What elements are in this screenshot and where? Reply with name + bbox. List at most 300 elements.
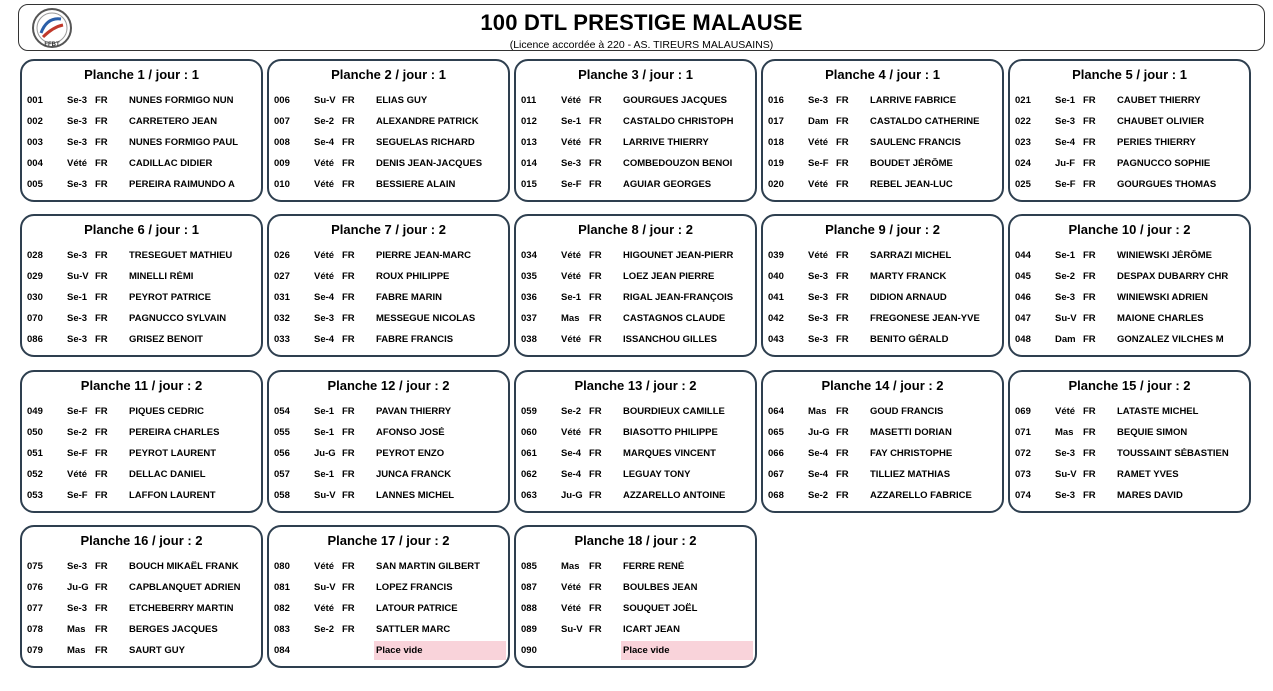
shooter-name: ALEXANDRE PATRICK — [376, 116, 479, 127]
shooter-nationality: FR — [95, 158, 108, 169]
shooter-name: BENITO GÉRALD — [870, 334, 949, 345]
shooter-category: Se-4 — [561, 448, 582, 459]
shooter-row — [22, 267, 261, 286]
shooter-number: 064 — [768, 406, 784, 417]
shooter-nationality: FR — [95, 448, 108, 459]
shooter-row — [269, 465, 508, 484]
shooter-nationality: FR — [589, 427, 602, 438]
shooter-row — [516, 402, 755, 421]
shooter-name: LATOUR PATRICE — [376, 603, 458, 614]
shooter-name: BEQUIE SIMON — [1117, 427, 1188, 438]
shooter-row — [763, 465, 1002, 484]
shooter-name: GONZALEZ VILCHES M — [1117, 334, 1224, 345]
shooter-nationality: FR — [589, 624, 602, 635]
shooter-row — [516, 465, 755, 484]
shooter-name: REBEL JEAN-LUC — [870, 179, 953, 190]
shooter-category: Ju-G — [67, 582, 89, 593]
shooter-row — [1010, 154, 1249, 173]
shooter-row — [1010, 91, 1249, 110]
shooter-row — [22, 246, 261, 265]
shooter-row — [516, 267, 755, 286]
shooter-name: BIASOTTO PHILIPPE — [623, 427, 718, 438]
shooter-row — [763, 91, 1002, 110]
shooter-number: 033 — [274, 334, 290, 345]
shooter-name: LARRIVE FABRICE — [870, 95, 957, 106]
shooter-category: Su-V — [561, 624, 583, 635]
shooter-number: 011 — [521, 95, 537, 106]
shooter-category: Se-3 — [808, 292, 829, 303]
shooter-number: 047 — [1015, 313, 1031, 324]
shooter-name: AGUIAR GEORGES — [623, 179, 712, 190]
shooter-nationality: FR — [836, 250, 849, 261]
shooter-number: 003 — [27, 137, 43, 148]
shooter-category: Vété — [67, 469, 88, 480]
shooter-nationality: FR — [342, 137, 355, 148]
shooter-category: Vété — [314, 603, 335, 614]
shooter-number: 008 — [274, 137, 290, 148]
shooter-category: Se-3 — [1055, 490, 1076, 501]
shooter-nationality: FR — [589, 313, 602, 324]
shooter-number: 016 — [768, 95, 784, 106]
shooter-number: 010 — [274, 179, 290, 190]
planche-box — [267, 525, 510, 668]
shooter-row — [22, 175, 261, 194]
shooter-name: SOUQUET JOËL — [623, 603, 698, 614]
shooter-row — [516, 246, 755, 265]
shooter-number: 045 — [1015, 271, 1031, 282]
shooter-nationality: FR — [95, 137, 108, 148]
shooter-nationality: FR — [836, 448, 849, 459]
shooter-row — [516, 486, 755, 505]
shooter-name: LAFFON LAURENT — [129, 490, 216, 501]
shooter-row — [1010, 309, 1249, 328]
shooter-name: SAURT GUY — [129, 645, 185, 656]
shooter-nationality: FR — [589, 116, 602, 127]
shooter-name: BOURDIEUX CAMILLE — [623, 406, 725, 417]
shooter-nationality: FR — [1083, 250, 1096, 261]
page-subtitle: (Licence accordée à 220 - AS. TIREURS MALAUSAINS) — [509, 39, 774, 51]
shooter-number: 066 — [768, 448, 784, 459]
shooter-nationality: FR — [836, 158, 849, 169]
shooter-name: RIGAL JEAN-FRANÇOIS — [623, 292, 734, 303]
planche-title: Planche 1 / jour : 1 — [84, 67, 199, 82]
shooter-nationality: FR — [342, 313, 355, 324]
shooter-category: Vété — [561, 271, 582, 282]
shooter-row — [516, 444, 755, 463]
shooter-category: Su-V — [1055, 313, 1077, 324]
shooter-name: AZZARELLO ANTOINE — [623, 490, 726, 501]
shooter-category: Vété — [314, 179, 335, 190]
shooter-number: 077 — [27, 603, 43, 614]
shooter-number: 090 — [521, 645, 537, 656]
shooter-category: Vété — [561, 427, 582, 438]
shooter-number: 053 — [27, 490, 43, 501]
shooter-category: Dam — [1055, 334, 1076, 345]
shooter-nationality: FR — [342, 179, 355, 190]
shooter-name: WINIEWSKI ADRIEN — [1117, 292, 1208, 303]
shooter-row — [22, 402, 261, 421]
shooter-category: Se-1 — [314, 469, 335, 480]
page-title: 100 DTL PRESTIGE MALAUSE — [480, 10, 803, 35]
shooter-number: 087 — [521, 582, 537, 593]
shooter-nationality: FR — [342, 250, 355, 261]
shooter-row — [763, 288, 1002, 307]
shooter-row — [269, 309, 508, 328]
shooter-row — [22, 423, 261, 442]
shooter-category: Se-2 — [67, 427, 88, 438]
shooter-row — [269, 444, 508, 463]
shooter-number: 027 — [274, 271, 290, 282]
shooter-name: SAULENC FRANCIS — [870, 137, 961, 148]
shooter-category: Se-3 — [67, 313, 88, 324]
shooter-row — [269, 486, 508, 505]
shooter-row — [22, 620, 261, 639]
shooter-nationality: FR — [95, 490, 108, 501]
shooter-row — [22, 154, 261, 173]
shooter-number: 041 — [768, 292, 784, 303]
shooter-name: MARQUES VINCENT — [623, 448, 716, 459]
shooter-name: FAY CHRISTOPHE — [870, 448, 953, 459]
shooter-nationality: FR — [342, 448, 355, 459]
shooter-category: Se-F — [561, 179, 582, 190]
shooter-name: TOUSSAINT SÉBASTIEN — [1117, 448, 1229, 459]
shooter-row — [22, 133, 261, 152]
shooter-row — [269, 112, 508, 131]
shooter-number: 007 — [274, 116, 290, 127]
shooter-number: 055 — [274, 427, 290, 438]
shooter-nationality: FR — [95, 561, 108, 572]
planche-title: Planche 10 / jour : 2 — [1068, 222, 1191, 237]
shooter-nationality: FR — [342, 334, 355, 345]
shooter-number: 072 — [1015, 448, 1031, 459]
shooter-nationality: FR — [342, 116, 355, 127]
shooter-row — [763, 112, 1002, 131]
shooter-nationality: FR — [342, 292, 355, 303]
planche-box — [514, 59, 757, 202]
shooter-row — [22, 444, 261, 463]
shooter-category: Se-3 — [1055, 116, 1076, 127]
shooter-row — [516, 91, 755, 110]
shooter-name: LARRIVE THIERRY — [623, 137, 709, 148]
shooter-name: CASTALDO CATHERINE — [870, 116, 980, 127]
shooter-category: Vété — [314, 561, 335, 572]
shooter-number: 026 — [274, 250, 290, 261]
shooter-name: ETCHEBERRY MARTIN — [129, 603, 234, 614]
shooter-name: SARRAZI MICHEL — [870, 250, 952, 261]
shooter-row — [516, 557, 755, 576]
shooter-name: FERRE RENÉ — [623, 561, 685, 572]
shooter-name: PIQUES CEDRIC — [129, 406, 204, 417]
shooter-nationality: FR — [95, 427, 108, 438]
shooter-number: 061 — [521, 448, 537, 459]
shooter-row — [22, 557, 261, 576]
shooter-name: NUNES FORMIGO NUN — [129, 95, 234, 106]
shooter-category: Vété — [67, 158, 88, 169]
shooter-name: ICART JEAN — [623, 624, 681, 635]
shooter-nationality: FR — [1083, 334, 1096, 345]
shooter-nationality: FR — [589, 448, 602, 459]
shooter-row — [269, 578, 508, 597]
shooter-number: 043 — [768, 334, 784, 345]
shooter-name: GOUD FRANCIS — [870, 406, 944, 417]
shooter-nationality: FR — [1083, 469, 1096, 480]
shooter-nationality: FR — [836, 406, 849, 417]
shooter-number: 042 — [768, 313, 784, 324]
shooter-name: SATTLER MARC — [376, 624, 451, 635]
planche-title: Planche 16 / jour : 2 — [80, 533, 203, 548]
shooter-name: FREGONESE JEAN-YVE — [870, 313, 980, 324]
shooter-row — [1010, 112, 1249, 131]
shooter-category: Se-4 — [314, 292, 335, 303]
shooter-name: TILLIEZ MATHIAS — [870, 469, 951, 480]
shooter-number: 052 — [27, 469, 43, 480]
planche-title: Planche 17 / jour : 2 — [327, 533, 450, 548]
shooter-nationality: FR — [836, 490, 849, 501]
shooter-name: DENIS JEAN-JACQUES — [376, 158, 483, 169]
planche-box — [514, 525, 757, 668]
shooter-name: PAGNUCCO SYLVAIN — [129, 313, 227, 324]
shooter-name: PEYROT ENZO — [376, 448, 445, 459]
planche-box — [761, 59, 1004, 202]
shooter-nationality: FR — [1083, 292, 1096, 303]
shooter-nationality: FR — [1083, 271, 1096, 282]
planche-title: Planche 12 / jour : 2 — [327, 378, 450, 393]
shooter-number: 028 — [27, 250, 43, 261]
shooter-nationality: FR — [342, 95, 355, 106]
shooter-category: Se-4 — [1055, 137, 1076, 148]
shooter-category: Se-4 — [314, 137, 335, 148]
shooter-number: 076 — [27, 582, 43, 593]
shooter-number: 075 — [27, 561, 43, 572]
shooter-number: 034 — [521, 250, 537, 261]
shooter-name: NUNES FORMIGO PAUL — [129, 137, 239, 148]
shooter-category: Ju-F — [1055, 158, 1076, 169]
shooter-category: Se-1 — [67, 292, 88, 303]
planche-box — [267, 370, 510, 513]
shooter-name: AZZARELLO FABRICE — [870, 490, 972, 501]
shooter-nationality: FR — [1083, 313, 1096, 324]
shooter-nationality: FR — [95, 469, 108, 480]
shooter-nationality: FR — [836, 427, 849, 438]
shooter-nationality: FR — [589, 95, 602, 106]
shooter-row — [269, 267, 508, 286]
shooter-name: ISSANCHOU GILLES — [623, 334, 717, 345]
shooter-nationality: FR — [95, 582, 108, 593]
shooter-nationality: FR — [1083, 95, 1096, 106]
planche-box — [1008, 370, 1251, 513]
shooter-category: Se-2 — [314, 116, 335, 127]
shooter-nationality: FR — [95, 271, 108, 282]
shooter-name: LOPEZ FRANCIS — [376, 582, 453, 593]
shooter-number: 029 — [27, 271, 43, 282]
shooter-number: 071 — [1015, 427, 1031, 438]
shooter-nationality: FR — [95, 95, 108, 106]
shooter-nationality: FR — [342, 271, 355, 282]
shooter-row — [763, 309, 1002, 328]
shooter-row — [269, 423, 508, 442]
shooter-category: Mas — [561, 561, 580, 572]
shooter-name: AFONSO JOSÉ — [376, 427, 445, 438]
shooter-number: 004 — [27, 158, 43, 169]
shooter-nationality: FR — [836, 334, 849, 345]
shooter-number: 089 — [521, 624, 537, 635]
shooter-name: MARES DAVID — [1117, 490, 1183, 501]
shooter-row — [763, 486, 1002, 505]
shooter-category: Se-2 — [1055, 271, 1076, 282]
shooter-category: Se-2 — [314, 624, 335, 635]
shooter-nationality: FR — [342, 603, 355, 614]
shooter-number: 036 — [521, 292, 537, 303]
shooter-number: 078 — [27, 624, 43, 635]
shooter-name: CADILLAC DIDIER — [129, 158, 213, 169]
shooter-number: 081 — [274, 582, 290, 593]
shooter-category: Se-3 — [314, 313, 335, 324]
shooter-row — [516, 578, 755, 597]
shooter-number: 059 — [521, 406, 537, 417]
shooter-category: Vété — [314, 250, 335, 261]
shooter-name: SEGUELAS RICHARD — [376, 137, 475, 148]
shooter-nationality: FR — [589, 582, 602, 593]
shooter-row — [269, 330, 508, 349]
shooter-row — [516, 309, 755, 328]
planche-title: Planche 4 / jour : 1 — [825, 67, 940, 82]
shooter-category: Se-3 — [67, 116, 88, 127]
shooter-category: Mas — [67, 645, 86, 656]
shooter-name: Place vide — [374, 641, 506, 660]
shooter-row — [22, 486, 261, 505]
shooter-category: Se-F — [808, 158, 829, 169]
shooter-number: 065 — [768, 427, 784, 438]
planche-box — [20, 214, 263, 357]
shooter-category: Vété — [561, 582, 582, 593]
planche-box — [761, 214, 1004, 357]
shooter-number: 063 — [521, 490, 537, 501]
shooter-nationality: FR — [1083, 406, 1096, 417]
shooter-number: 030 — [27, 292, 43, 303]
shooter-row — [516, 423, 755, 442]
shooter-nationality: FR — [342, 406, 355, 417]
shooter-row — [22, 599, 261, 618]
shooter-nationality: FR — [342, 490, 355, 501]
planche-box — [761, 370, 1004, 513]
shooter-category: Se-3 — [67, 334, 88, 345]
shooter-category: Mas — [808, 406, 827, 417]
shooter-number: 018 — [768, 137, 784, 148]
shooter-nationality: FR — [836, 179, 849, 190]
shooter-number: 002 — [27, 116, 43, 127]
shooter-row — [516, 154, 755, 173]
shooter-name: PIERRE JEAN-MARC — [376, 250, 472, 261]
shooter-category: Se-3 — [808, 95, 829, 106]
shooter-nationality: FR — [589, 158, 602, 169]
shooter-nationality: FR — [342, 427, 355, 438]
shooter-category: Se-3 — [67, 561, 88, 572]
shooter-row — [763, 330, 1002, 349]
shooter-category: Ju-G — [314, 448, 336, 459]
shooter-name: CASTALDO CHRISTOPH — [623, 116, 734, 127]
planche-title: Planche 15 / jour : 2 — [1068, 378, 1191, 393]
shooter-number: 023 — [1015, 137, 1031, 148]
shooter-row — [763, 444, 1002, 463]
shooter-category: Se-F — [1055, 179, 1076, 190]
shooter-category: Vété — [808, 137, 829, 148]
shooter-number: 069 — [1015, 406, 1031, 417]
shooter-category: Se-1 — [1055, 95, 1076, 106]
shooter-row — [1010, 133, 1249, 152]
shooter-row — [763, 267, 1002, 286]
shooter-nationality: FR — [589, 334, 602, 345]
shooter-row — [1010, 288, 1249, 307]
shooter-row — [22, 578, 261, 597]
shooter-name: GOURGUES THOMAS — [1117, 179, 1217, 190]
shooter-category: Se-3 — [67, 179, 88, 190]
shooter-number: 060 — [521, 427, 537, 438]
shooter-nationality: FR — [589, 406, 602, 417]
shooter-nationality: FR — [589, 292, 602, 303]
shooter-category: Vété — [1055, 406, 1076, 417]
shooter-number: 048 — [1015, 334, 1031, 345]
shooter-row — [22, 309, 261, 328]
shooter-category: Se-2 — [561, 406, 582, 417]
shooter-number: 021 — [1015, 95, 1031, 106]
shooter-number: 058 — [274, 490, 290, 501]
shooter-category: Se-4 — [808, 448, 829, 459]
shooter-name: PEYROT PATRICE — [129, 292, 211, 303]
shooter-category: Mas — [67, 624, 86, 635]
shooter-row — [1010, 175, 1249, 194]
shooter-row — [1010, 465, 1249, 484]
shooter-row — [22, 330, 261, 349]
shooter-number: 024 — [1015, 158, 1031, 169]
shooter-name: FABRE MARIN — [376, 292, 442, 303]
planche-box — [267, 59, 510, 202]
shooter-number: 017 — [768, 116, 784, 127]
shooter-row — [22, 91, 261, 110]
shooter-nationality: FR — [95, 292, 108, 303]
shooter-category: Su-V — [67, 271, 89, 282]
shooter-nationality: FR — [95, 334, 108, 345]
shooter-nationality: FR — [342, 561, 355, 572]
shooter-nationality: FR — [589, 179, 602, 190]
empty-slot-row — [516, 641, 755, 660]
shooter-number: 057 — [274, 469, 290, 480]
shooter-name: LANNES MICHEL — [376, 490, 455, 501]
shooter-category: Vété — [314, 271, 335, 282]
shooter-nationality: FR — [836, 313, 849, 324]
shooter-category: Se-3 — [1055, 292, 1076, 303]
shooter-nationality: FR — [1083, 158, 1096, 169]
shooter-number: 012 — [521, 116, 537, 127]
shooter-number: 009 — [274, 158, 290, 169]
planche-title: Planche 2 / jour : 1 — [331, 67, 446, 82]
shooter-nationality: FR — [589, 603, 602, 614]
shooter-row — [269, 288, 508, 307]
shooter-name: Place vide — [621, 641, 753, 660]
planche-box — [20, 370, 263, 513]
shooter-category: Su-V — [314, 582, 336, 593]
shooter-nationality: FR — [836, 137, 849, 148]
planche-title: Planche 6 / jour : 1 — [84, 222, 199, 237]
shooter-category: Vété — [561, 137, 582, 148]
shooter-number: 082 — [274, 603, 290, 614]
shooter-category: Mas — [561, 313, 580, 324]
shooter-name: DELLAC DANIEL — [129, 469, 206, 480]
shooter-row — [1010, 486, 1249, 505]
shooter-category: Se-3 — [808, 313, 829, 324]
shooter-name: PAGNUCCO SOPHIE — [1117, 158, 1211, 169]
shooter-category: Se-F — [67, 490, 88, 501]
shooter-name: CAPBLANQUET ADRIEN — [129, 582, 241, 593]
